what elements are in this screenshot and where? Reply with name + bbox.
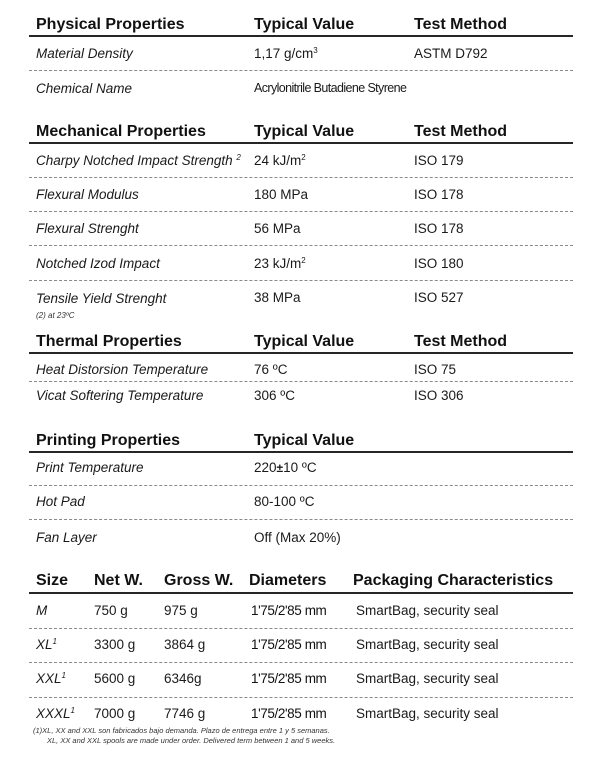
value-superscript: 2 xyxy=(301,153,306,162)
size-value xyxy=(36,603,47,618)
property-label: Flexural Modulus xyxy=(36,187,139,202)
label-text: Charpy Notched Impact Strength xyxy=(36,153,233,168)
footnote-english: XL, XX and XXL spools are made under order. Delivered term between 1 and 5 weeks. xyxy=(47,736,336,745)
header-rule xyxy=(29,142,573,144)
row-divider xyxy=(29,245,573,246)
typical-value-heading: Typical Value xyxy=(254,333,355,350)
property-label: Flexural Strenght xyxy=(36,221,139,236)
test-method: ASTM D792 xyxy=(414,46,488,61)
size-superscript: 1 xyxy=(52,637,57,646)
gross-weight: 3864 g xyxy=(164,637,206,652)
property-value: 80-100 ºC xyxy=(254,494,315,509)
value-text: 10 ºC xyxy=(283,460,317,475)
row-divider xyxy=(29,485,573,486)
footnote-spanish: (1)XL, XX and XXL son fabricados bajo demanda. Plazo de entrega entre 1 y 5 semanas. xyxy=(33,726,330,735)
property-label: Material Density xyxy=(36,46,133,61)
property-value: 180 MPa xyxy=(254,187,309,202)
test-method-heading: Test Method xyxy=(414,16,508,33)
packaging-value: SmartBag, security seal xyxy=(356,637,499,652)
size-text: XL xyxy=(36,637,53,652)
value-superscript: 3 xyxy=(313,46,318,55)
test-method-heading: Test Method xyxy=(414,333,508,350)
property-value: 76 ºC xyxy=(254,362,288,377)
test-method-heading: Test Method xyxy=(414,123,508,140)
net-weight: 3300 g xyxy=(94,637,136,652)
typical-value-heading: Typical Value xyxy=(254,123,355,140)
property-label: Print Temperature xyxy=(36,460,144,475)
diameters-value: 1'75/2'85 mm xyxy=(251,637,327,652)
value-text: 23 kJ/m xyxy=(254,256,302,271)
test-method: ISO 178 xyxy=(414,221,464,236)
size-superscript: 1 xyxy=(61,671,66,680)
row-divider xyxy=(29,381,573,382)
property-label: Vicat Softering Temperature xyxy=(36,388,204,403)
row-divider xyxy=(29,177,573,178)
header-rule xyxy=(29,35,573,37)
header-rule xyxy=(29,451,573,453)
footnote: (2) at 23ºC xyxy=(36,311,75,320)
diameters-value: 1'75/2'85 mm xyxy=(251,603,327,618)
test-method: ISO 527 xyxy=(414,290,464,305)
typical-value-heading: Typical Value xyxy=(254,16,355,33)
header-rule xyxy=(29,592,573,594)
thermal-properties-heading: Thermal Properties xyxy=(36,333,182,350)
property-value xyxy=(254,460,317,475)
gross-weight: 6346g xyxy=(164,671,202,686)
plus-minus-symbol: ± xyxy=(276,461,284,475)
typical-value-heading: Typical Value xyxy=(254,432,355,449)
size-value xyxy=(36,671,66,686)
test-method: ISO 180 xyxy=(414,256,464,271)
packaging-value: SmartBag, security seal xyxy=(356,671,499,686)
property-value: Acrylonitrile Butadiene Styrene xyxy=(254,81,407,95)
property-value xyxy=(254,46,318,61)
size-superscript: 1 xyxy=(70,706,75,715)
size-value xyxy=(36,706,75,721)
property-value xyxy=(254,256,306,271)
packaging-value: SmartBag, security seal xyxy=(356,603,499,618)
property-label: Tensile Yield Strenght xyxy=(36,291,167,306)
row-divider xyxy=(29,211,573,212)
property-value: Off (Max 20%) xyxy=(254,530,341,545)
net-weight: 5600 g xyxy=(94,671,136,686)
diameters-value: 1'75/2'85 mm xyxy=(251,671,327,686)
property-value: 38 MPa xyxy=(254,290,301,305)
size-text: XXXL xyxy=(36,706,71,721)
row-divider xyxy=(29,280,573,281)
size-text: XXL xyxy=(36,671,62,686)
packaging-value: SmartBag, security seal xyxy=(356,706,499,721)
row-divider xyxy=(29,628,573,629)
gross-weight: 7746 g xyxy=(164,706,206,721)
size-text: M xyxy=(36,603,48,618)
physical-properties-heading: Physical Properties xyxy=(36,16,185,33)
property-label: Chemical Name xyxy=(36,81,133,96)
printing-properties-heading: Printing Properties xyxy=(36,432,181,449)
gross-weight: 975 g xyxy=(164,603,198,618)
size-value xyxy=(36,637,57,652)
test-method: ISO 178 xyxy=(414,187,464,202)
gross-weight-heading: Gross W. xyxy=(164,572,234,589)
property-label: Hot Pad xyxy=(36,494,85,509)
test-method: ISO 75 xyxy=(414,362,457,377)
property-value xyxy=(254,153,306,168)
label-superscript: 2 xyxy=(236,153,241,162)
header-rule xyxy=(29,352,573,354)
property-label: Notched Izod Impact xyxy=(36,256,160,271)
net-weight-heading: Net W. xyxy=(94,572,143,589)
size-heading: Size xyxy=(36,572,69,589)
property-label xyxy=(36,153,241,168)
value-superscript: 2 xyxy=(301,256,306,265)
packaging-heading: Packaging Characteristics xyxy=(353,572,554,589)
property-label: Fan Layer xyxy=(36,530,97,545)
test-method: ISO 179 xyxy=(414,153,464,168)
row-divider xyxy=(29,519,573,520)
property-value: 56 MPa xyxy=(254,221,301,236)
net-weight: 750 g xyxy=(94,603,128,618)
value-text: 1,17 g/cm xyxy=(254,46,314,61)
property-value: 306 ºC xyxy=(254,388,295,403)
net-weight: 7000 g xyxy=(94,706,136,721)
value-text: 220 xyxy=(254,460,277,475)
value-text: 24 kJ/m xyxy=(254,153,302,168)
row-divider xyxy=(29,70,573,71)
row-divider xyxy=(29,662,573,663)
diameters-heading: Diameters xyxy=(249,572,327,589)
property-label: Heat Distorsion Temperature xyxy=(36,362,209,377)
test-method: ISO 306 xyxy=(414,388,464,403)
row-divider xyxy=(29,697,573,698)
diameters-value: 1'75/2'85 mm xyxy=(251,706,327,721)
mechanical-properties-heading: Mechanical Properties xyxy=(36,123,206,140)
